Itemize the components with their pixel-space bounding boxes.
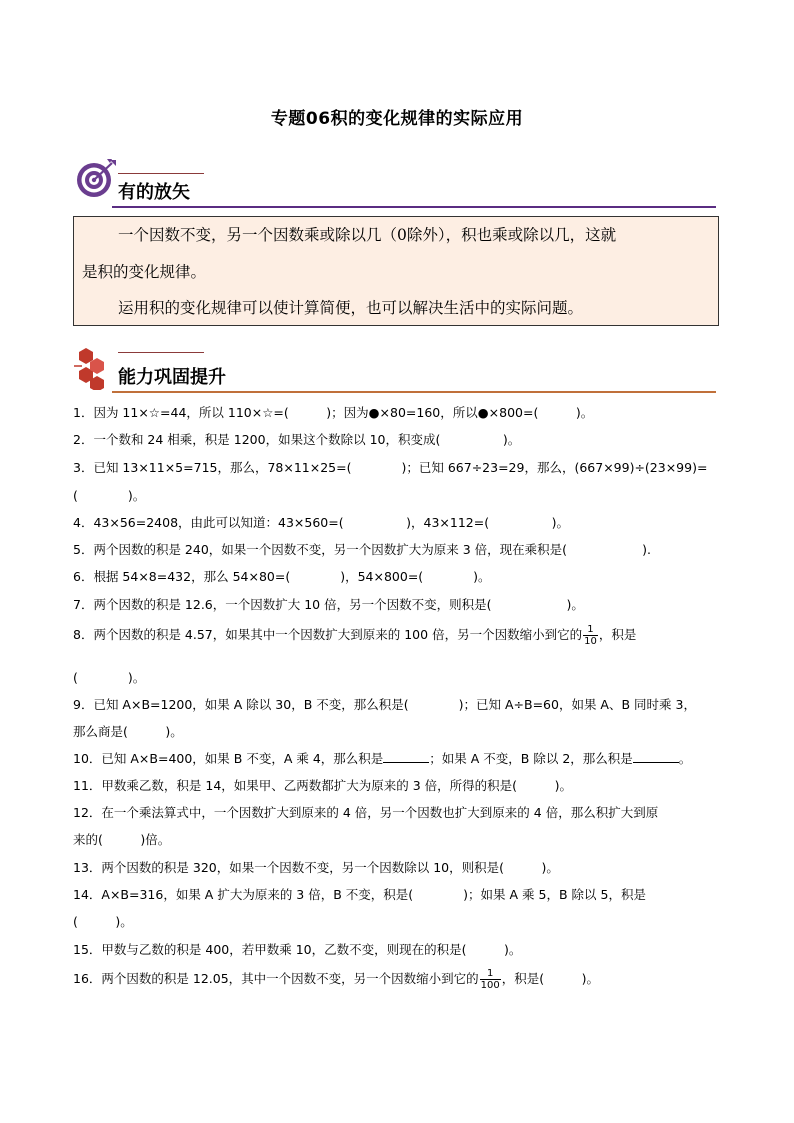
question-text: ，积是( )。 (501, 971, 600, 986)
question-8 (73, 624, 636, 647)
question-14-cont: ( )。 (73, 914, 133, 929)
fraction-numerator: 1 (480, 968, 501, 980)
question-9: 9．已知 A×B=1200，如果 A 除以 30，B 不变，那么积是( )；已知 A÷B=60，如果 A、B 同时乘 3， (73, 697, 696, 712)
section-label: 有的放矢 (118, 182, 190, 203)
section-label: 能力巩固提升 (118, 367, 226, 388)
question-6: 6．根据 54×8=432，那么 54×80=( )，54×800=( )。 (73, 569, 491, 584)
question-8-cont: ( )。 (73, 670, 146, 685)
fraction-denominator: 100 (480, 980, 500, 991)
answer-blank[interactable] (383, 752, 429, 763)
target-arrow-icon (74, 158, 118, 202)
question-9-cont: 那么商是( )。 (73, 724, 183, 739)
question-1: 1．因为 11×☆=44，所以 110×☆=( )；因为●×80=160，所以●×800=( )。 (73, 405, 594, 420)
section-divider (112, 391, 716, 393)
intro-line: 一个因数不变，另一个因数乘或除以几（0除外），积也乘或除以几，这就 (118, 226, 617, 244)
question-12-cont: 来的( )倍。 (73, 832, 171, 847)
intro-line: 运用积的变化规律可以使计算简便，也可以解决生活中的实际问题。 (118, 299, 584, 317)
intro-box (73, 216, 719, 326)
section-top-line (118, 352, 204, 353)
question-text: 10．已知 A×B=400，如果 B 不变，A 乘 4，那么积是 (73, 751, 384, 766)
question-15: 15．甲数与乙数的积是 400，若甲数乘 10，乙数不变，则现在的积是( )。 (73, 942, 522, 957)
section-top-line (118, 173, 204, 174)
question-4: 4．43×56=2408，由此可以知道：43×560=( )，43×112=( )。 (73, 515, 569, 530)
question-3-cont: ( )。 (73, 488, 146, 503)
question-16 (73, 968, 599, 991)
question-3: 3．已知 13×11×5=715，那么，78×11×25=( )；已知 667÷23=29，那么，(667×99)÷(23×99)= (73, 460, 708, 475)
question-text: ，积是 (598, 627, 637, 642)
question-14: 14．A×B=316，如果 A 扩大为原来的 3 倍，B 不变，积是( )；如果 A 乘 5，B 除以 5，积是 (73, 887, 646, 902)
question-5: 5．两个因数的积是 240，如果一个因数不变，另一个因数扩大为原来 3 倍，现在乘积是( ). (73, 542, 651, 557)
section-header-practice (72, 346, 716, 394)
intro-line: 是积的变化规律。 (82, 263, 207, 281)
question-11: 11．甲数乘乙数，积是 14，如果甲、乙两数都扩大为原来的 3 倍，所得的积是( )。 (73, 778, 572, 793)
question-12: 12．在一个乘法算式中，一个因数扩大到原来的 4 倍，另一个因数也扩大到原来的 4 倍，那么积扩大到原 (73, 805, 659, 820)
fraction (583, 624, 598, 647)
question-text: 16．两个因数的积是 12.05，其中一个因数不变，另一个因数缩小到它的 (73, 971, 479, 986)
question-7: 7．两个因数的积是 12.6，一个因数扩大 10 倍，另一个因数不变，则积是( )。 (73, 597, 584, 612)
fraction (480, 968, 501, 991)
fraction-denominator: 10 (584, 636, 597, 647)
answer-blank[interactable] (633, 752, 679, 763)
question-10 (73, 749, 691, 767)
question-text: 8．两个因数的积是 4.57，如果其中一个因数扩大到原来的 100 倍，另一个因数缩小到它的 (73, 627, 583, 642)
question-text: ；如果 A 不变，B 除以 2，那么积是 (429, 751, 633, 766)
fraction-numerator: 1 (583, 624, 598, 636)
hexagons-icon (74, 346, 118, 390)
question-text: 。 (678, 751, 692, 766)
question-2: 2．一个数和 24 相乘，积是 1200，如果这个数除以 10，积变成( )。 (73, 432, 521, 447)
section-divider (112, 206, 716, 208)
page-title: 专题06积的变化规律的实际应用 (270, 109, 524, 129)
section-header-goal (72, 158, 716, 206)
question-13: 13．两个因数的积是 320，如果一个因数不变，另一个因数除以 10，则积是( )。 (73, 860, 559, 875)
